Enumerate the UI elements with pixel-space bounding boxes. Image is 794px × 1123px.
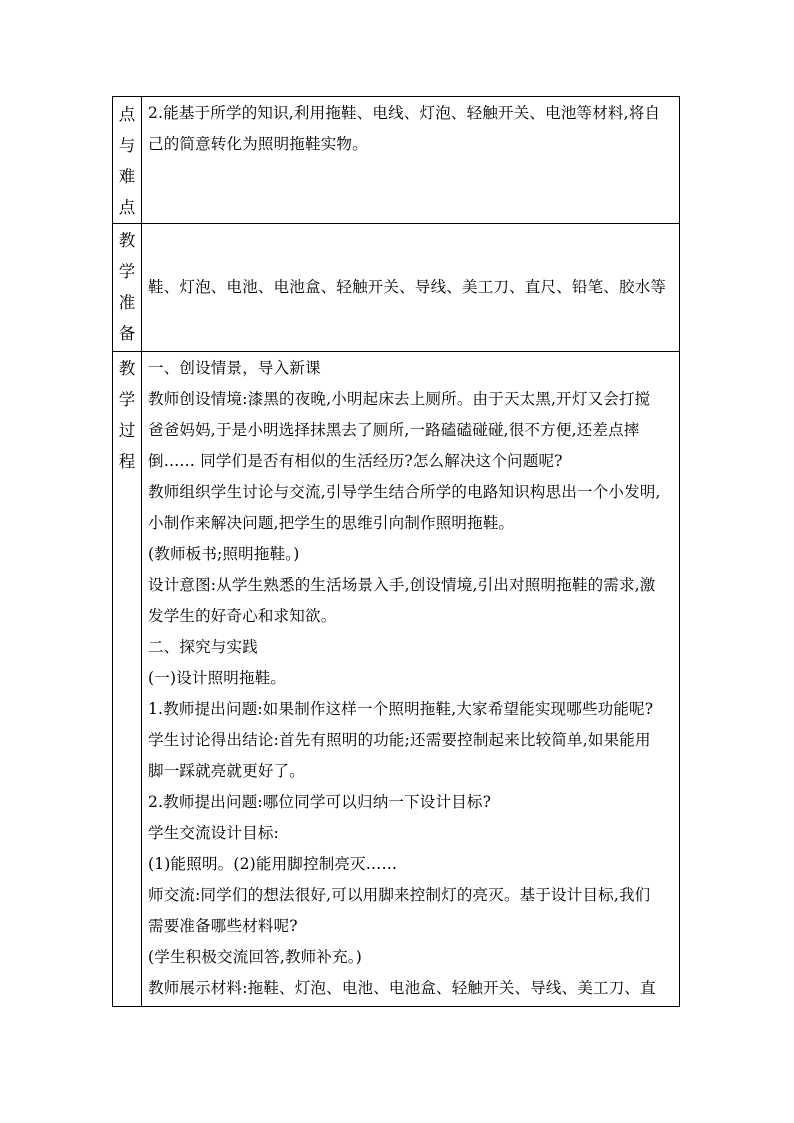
text-line: 2.教师提出问题:哪位同学可以归纳一下设计目标? bbox=[148, 793, 492, 811]
label-char: 与 bbox=[118, 136, 136, 155]
text-line: 脚一踩就亮就更好了。 bbox=[148, 762, 306, 780]
text-line: 设计意图:从学生熟悉的生活场景入手,创设情境,引出对照明拖鞋的需求,激 bbox=[148, 576, 656, 594]
row-label-key-points bbox=[113, 97, 142, 224]
text-line: 教师创设情境:漆黑的夜晚,小明起床去上厕所。由于天太黑,开灯又会打搅 bbox=[148, 390, 651, 408]
label-char: 点 bbox=[118, 105, 136, 124]
label-char: 学 bbox=[118, 390, 136, 409]
text-line: 鞋、灯泡、电池、电池盒、轻触开关、导线、美工刀、直尺、铅笔、胶水等 bbox=[148, 278, 667, 296]
label-char: 点 bbox=[118, 198, 136, 217]
text-line: 学生交流设计目标: bbox=[148, 824, 280, 842]
text-line: 发学生的好奇心和求知欲。 bbox=[148, 607, 337, 625]
table-row-process bbox=[113, 352, 680, 1007]
key-points-content bbox=[142, 97, 680, 224]
label-char: 备 bbox=[118, 324, 136, 343]
section-heading: 一、创设情景，导入新课 bbox=[148, 359, 321, 377]
label-char: 教 bbox=[118, 231, 136, 250]
text-line: 师交流:同学们的想法很好,可以用脚来控制灯的亮灭。基于设计目标,我们 bbox=[148, 886, 651, 904]
row-label-preparation bbox=[113, 224, 142, 352]
lesson-plan-table bbox=[112, 96, 680, 1007]
label-char: 程 bbox=[118, 452, 136, 471]
text-line: (学生积极交流回答,教师补充。) bbox=[148, 948, 362, 966]
table-row-key-points bbox=[113, 97, 680, 224]
subsection-heading: (一)设计照明拖鞋。 bbox=[148, 669, 287, 687]
label-char: 学 bbox=[118, 262, 136, 281]
text-line: 学生讨论得出结论:首先有照明的功能;还需要控制起来比较简单,如果能用 bbox=[148, 731, 651, 749]
text-line: (1)能照明。(2)能用脚控制亮灭…… bbox=[148, 855, 398, 873]
preparation-content bbox=[142, 224, 680, 352]
text-line: 倒…… 同学们是否有相似的生活经历?怎么解决这个问题呢? bbox=[148, 452, 563, 470]
process-content bbox=[142, 352, 680, 1007]
text-line: 教师展示材料:拖鞋、灯泡、电池、电池盒、轻触开关、导线、美工刀、直 bbox=[148, 979, 656, 997]
text-line: 教师组织学生讨论与交流,引导学生结合所学的电路知识构思出一个小发明, bbox=[148, 483, 661, 501]
text-line: (教师板书;照明拖鞋。) bbox=[148, 545, 300, 563]
label-char: 教 bbox=[118, 359, 136, 378]
text-line: 己的简意转化为照明拖鞋实物。 bbox=[148, 135, 368, 153]
label-char: 难 bbox=[118, 167, 136, 186]
section-heading: 二、探究与实践 bbox=[148, 638, 258, 656]
text-line: 爸爸妈妈,于是小明选择抹黑去了厕所,一路磕磕碰碰,很不方便,还差点摔 bbox=[148, 421, 640, 439]
table-row-preparation bbox=[113, 224, 680, 352]
text-line: 1.教师提出问题:如果制作这样一个照明拖鞋,大家希望能实现哪些功能呢? bbox=[148, 700, 654, 718]
text-line: 需要准备哪些材料呢? bbox=[148, 917, 298, 935]
label-char: 过 bbox=[118, 421, 136, 440]
row-label-process bbox=[113, 352, 142, 1007]
label-char: 准 bbox=[118, 293, 136, 312]
text-line: 小制作来解决问题,把学生的思维引向制作照明拖鞋。 bbox=[148, 514, 515, 532]
text-line: 2.能基于所学的知识,利用拖鞋、电线、灯泡、轻触开关、电池等材料,将自 bbox=[148, 104, 661, 122]
